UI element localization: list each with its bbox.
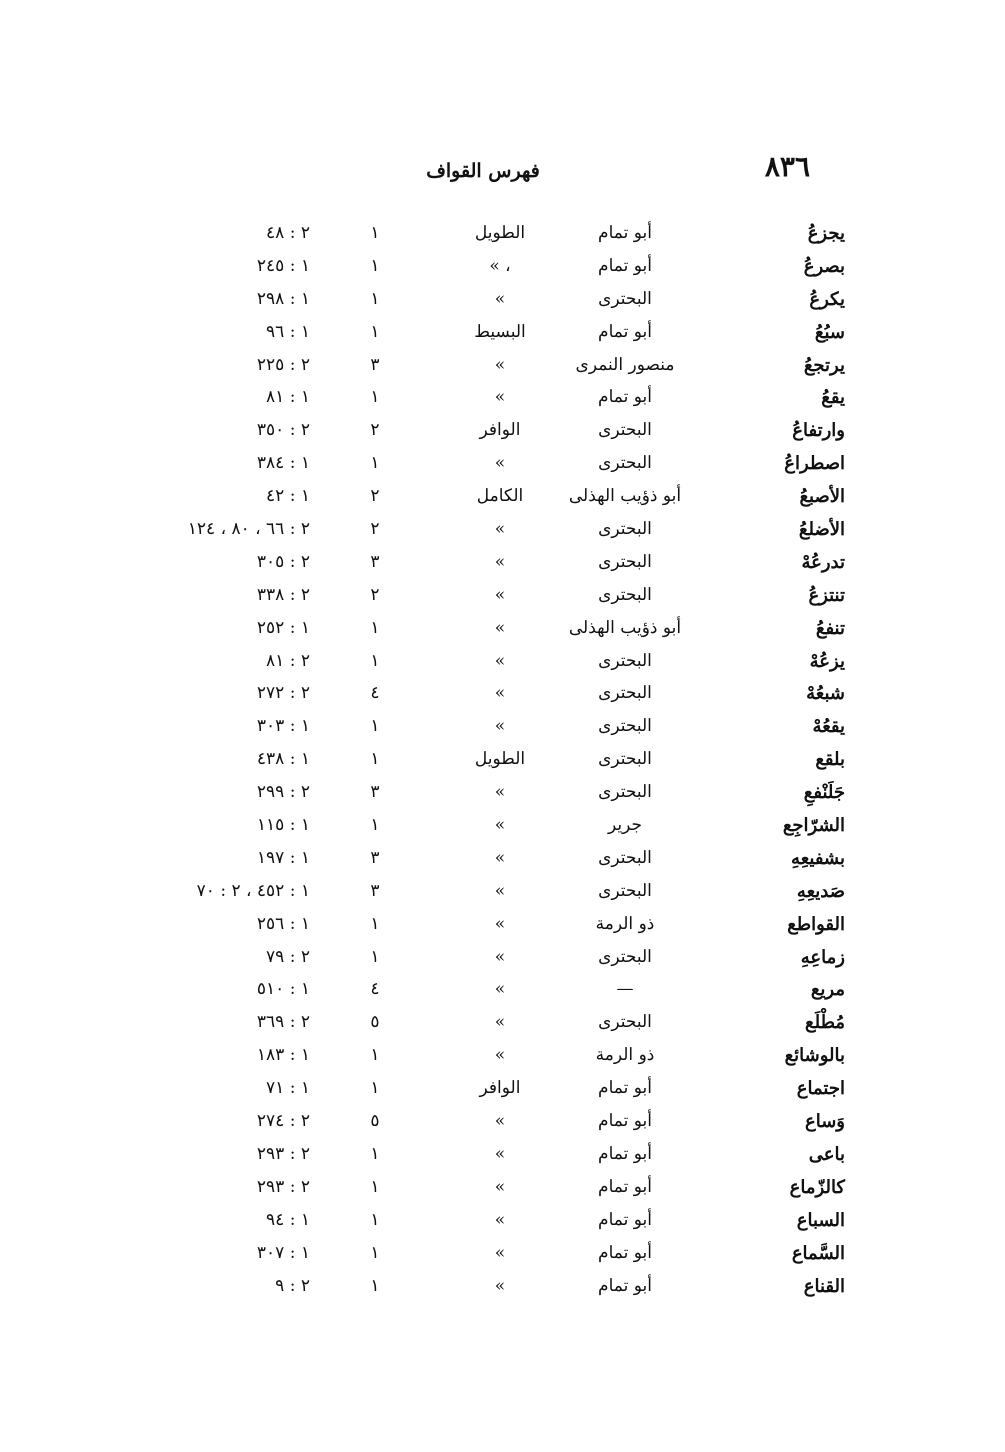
- meter-name: »: [494, 913, 506, 934]
- index-row: [0, 450, 1005, 483]
- index-row: [0, 516, 1005, 549]
- rhyme-word: زماعِهِ: [800, 946, 845, 968]
- verse-count: ١: [370, 1242, 380, 1263]
- poet-name: أبو ذؤيب الهذلى: [568, 486, 682, 507]
- rhyme-word: مريع: [810, 979, 845, 1001]
- volume-page-ref: ١ : ٢٥٦: [256, 913, 310, 934]
- index-row: [0, 220, 1005, 253]
- rhyme-word: السباع: [796, 1209, 845, 1231]
- poet-name: أبو ذؤيب الهذلى: [568, 617, 682, 638]
- index-row: [0, 352, 1005, 385]
- volume-page-ref: ٢ : ٢٧٤: [256, 1111, 310, 1132]
- volume-page-ref: ١ : ١٩٧: [256, 847, 310, 868]
- verse-count: ١: [370, 716, 380, 737]
- rhyme-word: تنتزعُ: [808, 584, 845, 606]
- volume-page-ref: ٢ : ٩: [275, 1275, 310, 1296]
- verse-count: ٣: [370, 551, 380, 572]
- rhyme-word: اصطراعُ: [784, 453, 845, 475]
- meter-name: »: [494, 650, 506, 671]
- index-row: [0, 911, 1005, 944]
- meter-name: »: [494, 617, 506, 638]
- meter-name: »: [494, 782, 506, 803]
- volume-page-ref: ٢ : ٢٩٩: [256, 782, 310, 803]
- volume-page-ref: ٢ : ٢٩٣: [256, 1176, 310, 1197]
- page-number: ٨٣٦: [764, 150, 810, 183]
- poet-name: البحترى: [598, 584, 652, 605]
- poet-name: البحترى: [598, 420, 652, 441]
- meter-name: »: [494, 1275, 506, 1296]
- index-row: [0, 648, 1005, 681]
- poet-name: البحترى: [598, 749, 652, 770]
- meter-name: »: [494, 683, 506, 704]
- poet-name: —: [616, 979, 634, 1000]
- verse-count: ٢: [370, 584, 380, 605]
- index-row: [0, 549, 1005, 582]
- index-row: [0, 1207, 1005, 1240]
- volume-page-ref: ٢ : ٤٨: [266, 223, 310, 243]
- volume-page-ref: ١ : ٢٤٥: [256, 255, 310, 276]
- index-row: [0, 779, 1005, 812]
- poet-name: أبو تمام: [598, 1176, 652, 1197]
- poet-name: البحترى: [598, 880, 652, 901]
- meter-name: »: [494, 880, 506, 901]
- poet-name: أبو تمام: [598, 223, 652, 243]
- poet-name: البحترى: [598, 650, 652, 671]
- rhyme-word: الشرّاجِع: [782, 815, 845, 837]
- volume-page-ref: ٢ : ٢٩٣: [256, 1143, 310, 1164]
- poet-name: البحترى: [598, 683, 652, 704]
- poet-name: البحترى: [598, 519, 652, 540]
- meter-name: البسيط: [474, 321, 526, 342]
- rhyme-word: الأصبعُ: [799, 486, 845, 508]
- poet-name: ذو الرمة: [595, 913, 655, 934]
- volume-page-ref: ١ : ٢٥٢: [256, 617, 310, 638]
- verse-count: ١: [370, 749, 380, 770]
- index-row: [0, 1240, 1005, 1273]
- volume-page-ref: ١ : ٣٠٧: [256, 1242, 310, 1263]
- rhyme-index-table: [0, 220, 1005, 1305]
- index-row: [0, 1042, 1005, 1075]
- poet-name: أبو تمام: [598, 387, 652, 408]
- verse-count: ٣: [370, 782, 380, 803]
- verse-count: ١: [370, 387, 380, 408]
- poet-name: أبو تمام: [598, 1078, 652, 1099]
- verse-count: ١: [370, 1275, 380, 1296]
- meter-name: »: [494, 946, 506, 967]
- index-row: [0, 878, 1005, 911]
- rhyme-word: تدرعُهْ: [801, 551, 845, 573]
- index-row: [0, 746, 1005, 779]
- verse-count: ٥: [370, 1012, 380, 1033]
- meter-name: »: [494, 1143, 506, 1164]
- running-title: فهرس القواف: [426, 160, 540, 182]
- verse-count: ٣: [370, 354, 380, 375]
- rhyme-word: يزعُهْ: [809, 650, 845, 672]
- poet-name: ذو الرمة: [595, 1045, 655, 1066]
- volume-page-ref: ١ : ١٨٣: [256, 1045, 310, 1066]
- rhyme-word: شبعُهْ: [806, 683, 845, 705]
- poet-name: أبو تمام: [598, 321, 652, 342]
- rhyme-word: يقعُهْ: [812, 716, 845, 738]
- volume-page-ref: ٢ : ٣٥٠: [256, 420, 310, 441]
- meter-name: »: [494, 716, 506, 737]
- meter-name: »: [494, 1176, 506, 1197]
- meter-name: »: [494, 1242, 506, 1263]
- rhyme-word: صَديعِهِ: [796, 880, 845, 902]
- verse-count: ١: [370, 255, 380, 276]
- meter-name: »: [494, 288, 506, 309]
- verse-count: ١: [370, 223, 380, 243]
- rhyme-word: بشفيعِهِ: [791, 847, 845, 869]
- rhyme-word: بالوشائع: [784, 1045, 845, 1067]
- poet-name: أبو تمام: [598, 255, 652, 276]
- volume-page-ref: ٢ : ٦٦ ، ٨٠ ، ١٢٤: [187, 519, 310, 540]
- verse-count: ١: [370, 913, 380, 934]
- rhyme-word: يكرعُ: [809, 288, 845, 310]
- rhyme-word: القواطع: [787, 913, 845, 935]
- meter-name: »: [494, 453, 506, 474]
- poet-name: البحترى: [598, 716, 652, 737]
- poet-name: البحترى: [598, 782, 652, 803]
- poet-name: جرير: [608, 815, 642, 836]
- meter-name: الطويل: [474, 749, 526, 770]
- volume-page-ref: ١ : ٣٨٤: [256, 453, 310, 474]
- volume-page-ref: ٢ : ٢٢٥: [256, 354, 310, 375]
- meter-name: الطويل: [474, 223, 526, 243]
- verse-count: ١: [370, 1078, 380, 1099]
- poet-name: البحترى: [598, 946, 652, 967]
- index-row: [0, 812, 1005, 845]
- volume-page-ref: ١ : ٨١: [266, 387, 310, 408]
- verse-count: ١: [370, 815, 380, 836]
- index-row: [0, 713, 1005, 746]
- verse-count: ١: [370, 1176, 380, 1197]
- volume-page-ref: ١ : ٩٦: [266, 321, 310, 342]
- volume-page-ref: ٢ : ٢٧٢: [256, 683, 310, 704]
- verse-count: ١: [370, 321, 380, 342]
- verse-count: ١: [370, 1143, 380, 1164]
- index-row: [0, 582, 1005, 615]
- poet-name: أبو تمام: [598, 1111, 652, 1132]
- index-row: [0, 483, 1005, 516]
- rhyme-word: وَساع: [805, 1111, 845, 1133]
- index-row: [0, 944, 1005, 977]
- poet-name: البحترى: [598, 453, 652, 474]
- rhyme-word: بلقع: [815, 749, 845, 771]
- rhyme-word: اجتماع: [796, 1078, 845, 1100]
- meter-name: »: [494, 815, 506, 836]
- poet-name: البحترى: [598, 1012, 652, 1033]
- rhyme-word: وارتفاعُ: [792, 420, 845, 442]
- index-row: [0, 976, 1005, 1009]
- poet-name: أبو تمام: [598, 1209, 652, 1230]
- meter-name: »: [494, 551, 506, 572]
- volume-page-ref: ٢ : ٨١: [266, 650, 310, 671]
- rhyme-word: باعى: [808, 1143, 845, 1165]
- verse-count: ٤: [370, 979, 380, 1000]
- verse-count: ١: [370, 617, 380, 638]
- volume-page-ref: ١ : ٩٤: [266, 1209, 310, 1230]
- index-row: [0, 384, 1005, 417]
- meter-name: »: [494, 1111, 506, 1132]
- volume-page-ref: ١ : ٥١٠: [256, 979, 310, 1000]
- verse-count: ٢: [370, 486, 380, 507]
- rhyme-word: تنفعُ: [815, 617, 845, 639]
- rhyme-word: السَّماع: [791, 1242, 845, 1264]
- meter-name: »: [494, 387, 506, 408]
- rhyme-word: بصرعُ: [803, 255, 845, 277]
- volume-page-ref: ٢ : ٣٠٥: [256, 551, 310, 572]
- rhyme-word: يرتجعُ: [803, 354, 845, 376]
- volume-page-ref: ١ : ٢٩٨: [256, 288, 310, 309]
- index-row: [0, 1141, 1005, 1174]
- index-row: [0, 615, 1005, 648]
- index-row: [0, 286, 1005, 319]
- verse-count: ١: [370, 946, 380, 967]
- meter-name: »: [494, 584, 506, 605]
- verse-count: ٢: [370, 519, 380, 540]
- index-row: [0, 417, 1005, 450]
- verse-count: ١: [370, 650, 380, 671]
- index-row: [0, 319, 1005, 352]
- volume-page-ref: ١ : ١١٥: [256, 815, 310, 836]
- index-row: [0, 680, 1005, 713]
- poet-name: أبو تمام: [598, 1143, 652, 1164]
- verse-count: ٢: [370, 420, 380, 441]
- meter-name: الوافر: [479, 420, 521, 441]
- verse-count: ٤: [370, 683, 380, 704]
- poet-name: البحترى: [598, 288, 652, 309]
- verse-count: ١: [370, 288, 380, 309]
- meter-name: »: [494, 354, 506, 375]
- meter-name: »: [494, 979, 506, 1000]
- index-row: [0, 1075, 1005, 1108]
- volume-page-ref: ١ : ٤٢: [266, 486, 310, 507]
- volume-page-ref: ١ : ٤٣٨: [256, 749, 310, 770]
- rhyme-word: جَلَنْفعِ: [803, 782, 845, 804]
- volume-page-ref: ٢ : ٣٣٨: [256, 584, 310, 605]
- index-row: [0, 1009, 1005, 1042]
- rhyme-word: مُطْلَع: [805, 1012, 845, 1034]
- rhyme-word: الأضلعُ: [798, 519, 845, 541]
- index-row: [0, 845, 1005, 878]
- verse-count: ٣: [370, 847, 380, 868]
- volume-page-ref: ١ : ٣٠٣: [256, 716, 310, 737]
- poet-name: البحترى: [598, 551, 652, 572]
- rhyme-word: يقعُ: [821, 387, 845, 409]
- rhyme-word: القناع: [803, 1275, 845, 1297]
- volume-page-ref: ١ : ٧١: [266, 1078, 310, 1099]
- meter-name: الكامل: [476, 486, 524, 507]
- poet-name: منصور النمرى: [575, 354, 675, 375]
- meter-name: »: [494, 1045, 506, 1066]
- volume-page-ref: ٢ : ٧٩: [266, 946, 310, 967]
- meter-name: ، »: [489, 255, 511, 276]
- poet-name: البحترى: [598, 847, 652, 868]
- rhyme-word: سبُعُ: [814, 321, 845, 343]
- index-row: [0, 253, 1005, 286]
- verse-count: ١: [370, 1209, 380, 1230]
- index-row: [0, 1108, 1005, 1141]
- meter-name: الوافر: [479, 1078, 521, 1099]
- meter-name: »: [494, 1012, 506, 1033]
- meter-name: »: [494, 519, 506, 540]
- volume-page-ref: ١ : ٤٥٢ ، ٢ : ٧٠: [196, 880, 310, 901]
- verse-count: ١: [370, 453, 380, 474]
- meter-name: »: [494, 1209, 506, 1230]
- index-row: [0, 1174, 1005, 1207]
- poet-name: أبو تمام: [598, 1275, 652, 1296]
- index-row: [0, 1273, 1005, 1306]
- poet-name: أبو تمام: [598, 1242, 652, 1263]
- rhyme-word: كالزّماع: [789, 1176, 845, 1198]
- verse-count: ٣: [370, 880, 380, 901]
- verse-count: ١: [370, 1045, 380, 1066]
- volume-page-ref: ٢ : ٣٦٩: [256, 1012, 310, 1033]
- meter-name: »: [494, 847, 506, 868]
- verse-count: ٥: [370, 1111, 380, 1132]
- rhyme-word: يجزعُ: [807, 223, 845, 244]
